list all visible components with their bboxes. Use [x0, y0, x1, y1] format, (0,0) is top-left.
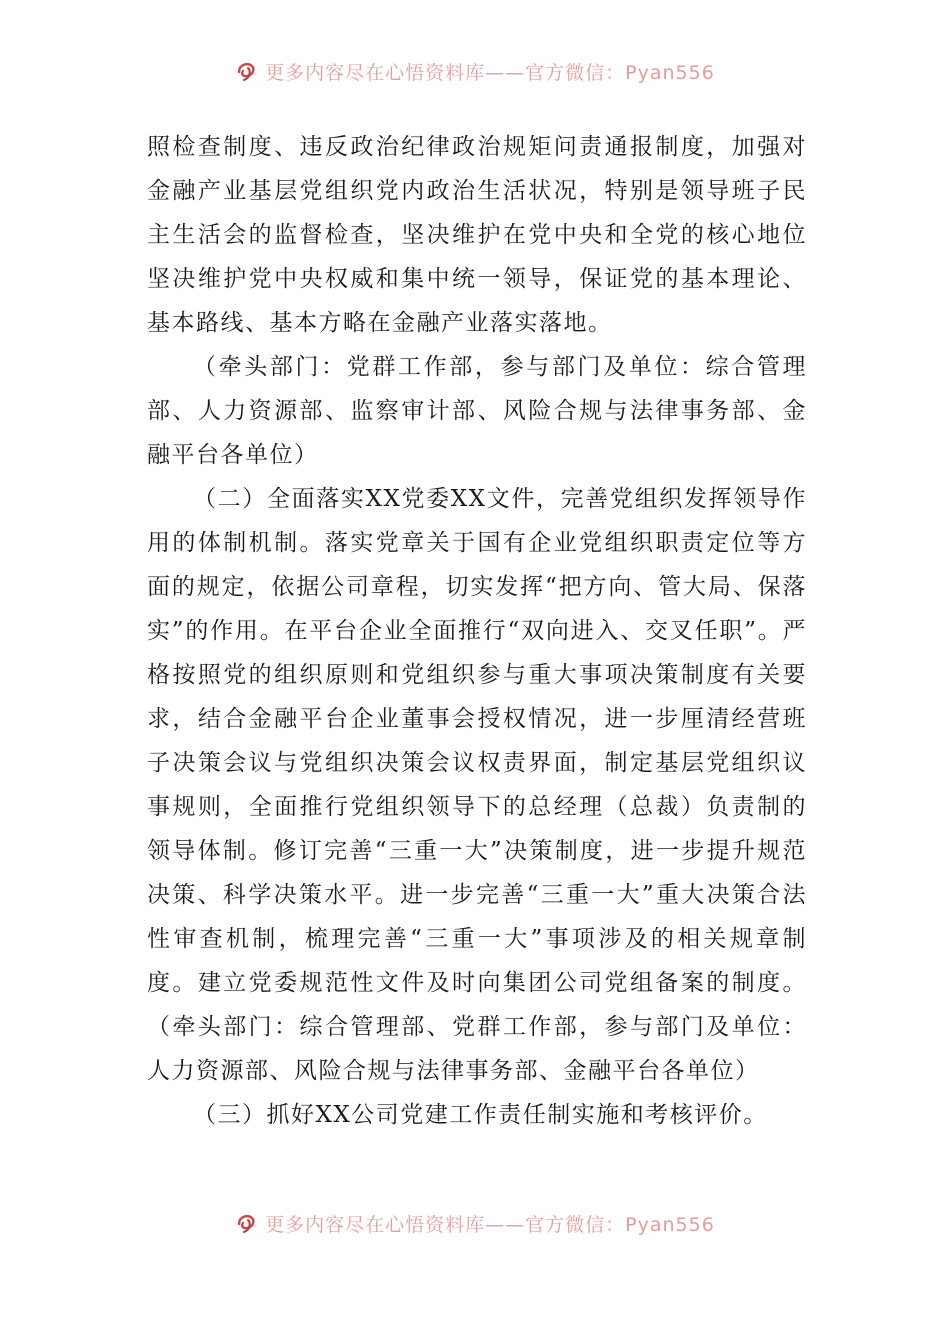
document-body [147, 125, 807, 1137]
paragraph-section-two: （二）全面落实XX党委XX文件，完善党组织发挥领导作用的体制机制。落实党章关于国有企业党组织职责定位等方面的规定，依据公司章程，切实发挥“把方向、管大局、保落实”的作用。在平台企业全面推行“双向进入、交叉任职”。严格按照党的组织原则和党组织参与重大事项决策制度有关要求，结合金融平台企业董事会授权情况，进一步厘清经营班子决策会议与党组织决策会议权责界面，制定基层党组织议事规则，全面推行党组织领导下的总经理（总裁）负责制的领导体制。修订完善“三重一大”决策制度，进一步提升规范决策、科学决策水平。进一步完善“三重一大”重大决策合法性审查机制，梳理完善“三重一大”事项涉及的相关规章制度。建立党委规范性文件及时向集团公司党组备案的制度。（牵头部门：综合管理部、党群工作部，参与部门及单位：人力资源部、风险合规与法律事务部、金融平台各单位） [147, 486, 807, 1084]
paragraph-section-three-heading: （三）抓好XX公司党建工作责任制实施和考核评价。 [193, 1102, 768, 1128]
watermark-text: 更多内容尽在心悟资料库——官方微信：Pyan556 [265, 1213, 715, 1236]
paragraph-responsible-departments: （牵头部门：党群工作部，参与部门及单位：综合管理部、人力资源部、监察审计部、风险合规与法律事务部、金融平台各单位） [147, 354, 807, 468]
watermark-text: 更多内容尽在心悟资料库——官方微信：Pyan556 [265, 61, 715, 84]
paragraph-continuation: 照检查制度、违反政治纪律政治规矩问责通报制度，加强对金融产业基层党组织党内政治生活状况，特别是领导班子民主生活会的监督检查，坚决维护在党中央和全党的核心地位坚决维护党中央权威和集中统一领导，保证党的基本理论、基本路线、基本方略在金融产业落实落地。 [147, 134, 807, 336]
brand-logo-icon [235, 59, 259, 83]
brand-logo-icon [235, 1211, 259, 1235]
footer-watermark-banner [0, 1208, 950, 1238]
header-watermark-banner [0, 56, 950, 86]
